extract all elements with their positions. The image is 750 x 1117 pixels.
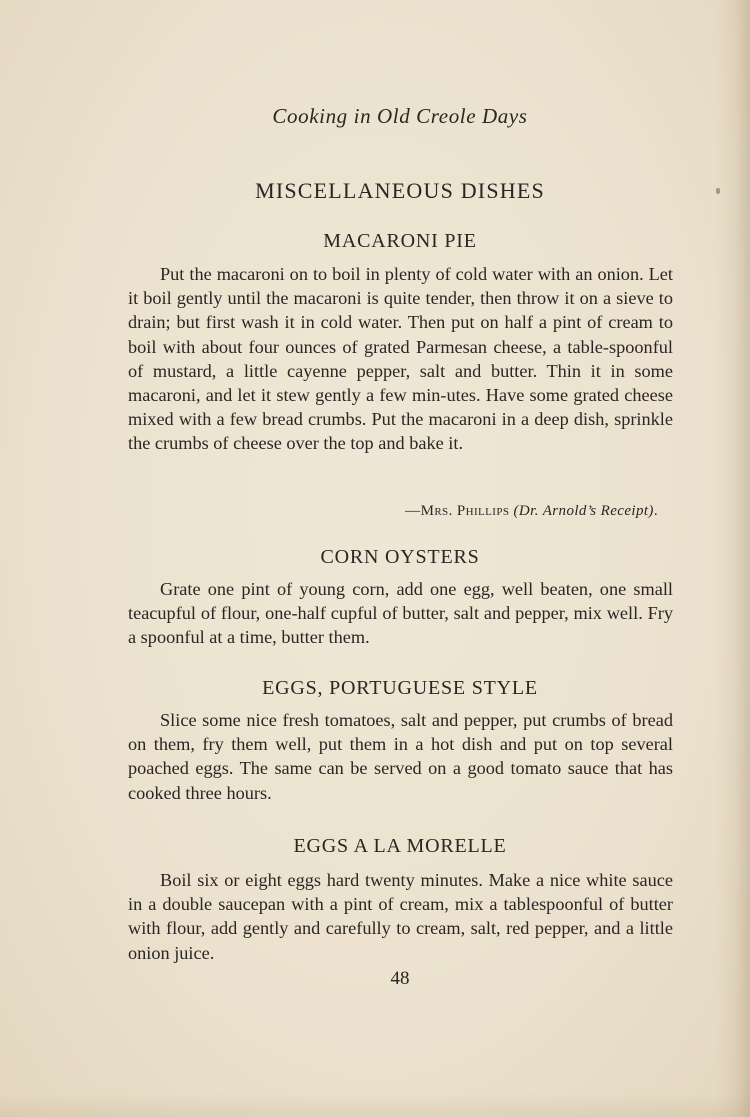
recipe-title-corn-oysters: CORN OYSTERS: [320, 546, 480, 568]
recipe-title-macaroni-pie: MACARONI PIE: [323, 230, 477, 252]
recipe-body-eggs-portuguese: Slice some nice fresh tomatoes, salt and pepper, put crumbs of bread on them, fry them well, put them in a hot dish and put on top several poached eggs. The same can be served on a good tomato sauce that has cooked three hours.: [128, 710, 673, 803]
chapter-title: MISCELLANEOUS DISHES: [255, 178, 545, 203]
recipe-body-eggs-morelle: Boil six or eight eggs hard twenty minutes. Make a nice white sauce in a double saucepan with a pint of cream, mix a tablespoonful of butter with flour, add gently and carefully to cream, salt, red pepper, and a little onion juice.: [128, 870, 673, 963]
attribution-name: Mrs. Phillips: [420, 503, 510, 519]
recipe-body-corn-oysters: Grate one pint of young corn, add one egg, well beaten, one small teacupful of flour, one-half cupful of butter, salt and pepper, mix well. Fry a spoonful at a time, butter them.: [128, 579, 673, 648]
attribution-source: (Dr. Arnold’s Receipt): [513, 503, 654, 519]
recipe-attribution: [0, 503, 658, 520]
recipe-title-eggs-portuguese: EGGS, PORTUGUESE STYLE: [262, 677, 538, 699]
page-number: 48: [390, 968, 410, 989]
attribution-dash: —: [405, 503, 421, 519]
recipe-title-eggs-morelle: EGGS A LA MORELLE: [293, 835, 507, 857]
attribution-end: .: [653, 503, 658, 519]
page-bottom-shadow: [0, 1093, 750, 1117]
recipe-body-macaroni-pie: Put the macaroni on to boil in plenty of cold water with an onion. Let it boil gently until the macaroni is quite tender, then throw it on a sieve to drain; but first wash it in cold water. Then put on half a pint of cream to boil with about four ounces of grated Parmesan cheese, a table-spoonful of mustard, a little cayenne pepper, salt and butter. Thin it in some macaroni, and let it stew gently a few min-utes. Have some grated cheese mixed with a few bread crumbs. Put the macaroni in a deep dish, sprinkle the crumbs of cheese over the top and bake it.: [128, 264, 673, 454]
running-head: Cooking in Old Creole Days: [272, 104, 528, 128]
